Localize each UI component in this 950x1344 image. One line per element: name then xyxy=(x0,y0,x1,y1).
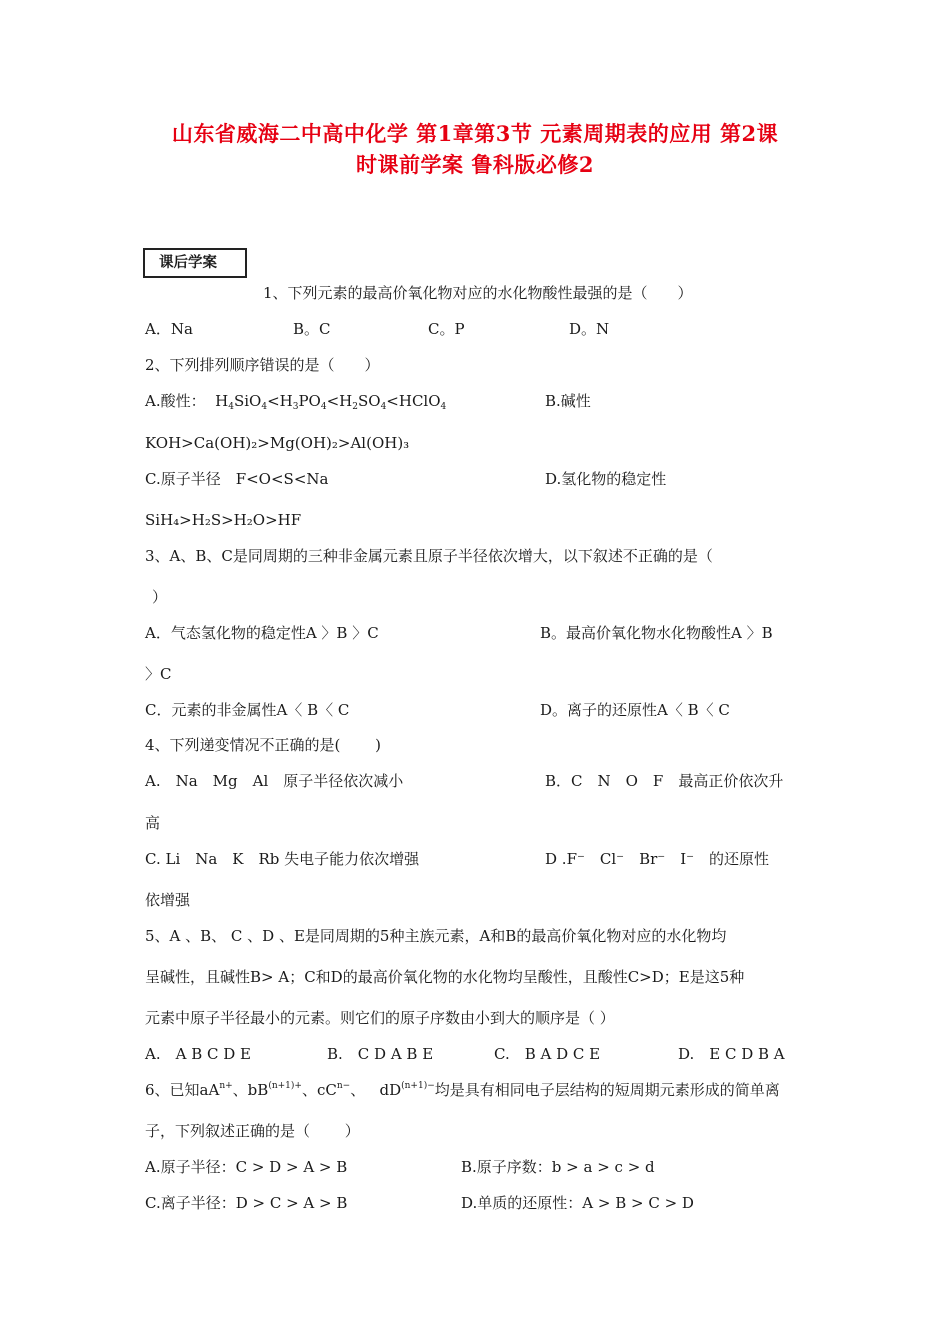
q6-stem-line-2: 子，下列叙述正确的是（ ） xyxy=(145,1122,360,1140)
q1-option-d: D。N xyxy=(569,320,610,338)
q5-stem-line-3: 元素中原子半径最小的元素。则它们的原子序数由小到大的顺序是（ ） xyxy=(145,1009,615,1027)
q1-option-a: A．Na xyxy=(145,320,193,338)
q2-option-b-cont: KOH>Ca(OH)₂>Mg(OH)₂>Al(OH)₃ xyxy=(145,434,410,452)
q5-option-a: A. A B C D E xyxy=(145,1045,251,1063)
q6-option-c: C.离子半径：D > C > A > B xyxy=(145,1194,348,1212)
q3-option-b: B。最高价氧化物水化物酸性A 〉B xyxy=(540,624,773,642)
q4-option-c: C. Li Na K Rb 失电子能力依次增强 xyxy=(145,850,420,868)
q3-option-c: C．元素的非金属性A〈 B〈 C xyxy=(145,701,350,719)
q4-option-b-cont: 高 xyxy=(145,814,161,832)
q5-option-d: D. E C D B A xyxy=(678,1045,785,1063)
q4-option-a: A. Na Mg Al 原子半径依次减小 xyxy=(145,772,404,790)
q2-stem: 2、下列排列顺序错误的是（ ） xyxy=(145,356,380,374)
q2-option-d-cont: SiH₄>H₂S>H₂O>HF xyxy=(145,511,302,529)
q6-stem-line-1: 6、已知$aA^{n+}$、$bB^{(n+1)+}$、$cC^{n-}$、 $dD^{(n+1)-}$均是具有相同电子层结构的短周期元素形成的简单离 xyxy=(145,1081,780,1099)
q4-stem: 4、下列递变情况不正确的是( ) xyxy=(145,736,382,754)
q3-stem-cont: ） xyxy=(152,588,168,606)
q2-option-a-prefix: A.酸性： xyxy=(145,392,206,410)
q3-option-a: A．气态氢化物的稳定性A 〉B 〉C xyxy=(145,624,379,642)
q1-option-c: C。P xyxy=(428,320,465,338)
q6-option-d: D.单质的还原性：A > B > C > D xyxy=(461,1194,694,1212)
q2-option-a: A.酸性： $H_4SiO_4<H_3PO_4<H_2SO_4<HClO_4$ xyxy=(145,392,447,412)
q4-option-b: B．C N O F 最高正价依次升 xyxy=(545,772,784,790)
q5-stem-line-2: 呈碱性，且碱性B> A；C和D的最高价氧化物的水化物均呈酸性，且酸性C>D；E是这5种 xyxy=(145,968,745,986)
q5-option-c: C. B A D C E xyxy=(494,1045,601,1063)
section-label: 课后学案 xyxy=(159,255,217,271)
document-title xyxy=(120,118,830,180)
q3-option-d: D。离子的还原性A〈 B〈 C xyxy=(540,701,730,719)
q5-option-b: B. C D A B E xyxy=(327,1045,434,1063)
q6-option-b: B.原子序数：b > a > c > d xyxy=(461,1158,655,1176)
q1-stem: 1、下列元素的最高价氧化物对应的水化物酸性最强的是（ ） xyxy=(263,284,693,302)
q2-option-d: D.氢化物的稳定性 xyxy=(545,470,667,488)
q2-option-c: C.原子半径 F<O<S<Na xyxy=(145,470,329,488)
q3-stem: 3、A、B、C是同周期的三种非金属元素且原子半径依次增大，以下叙述不正确的是（ xyxy=(145,547,713,565)
title-line-2: 时课前学案 鲁科版必修2 xyxy=(356,152,594,177)
q6-option-a: A.原子半径：C > D > A > B xyxy=(145,1158,348,1176)
q4-option-d-cont: 依增强 xyxy=(145,891,191,909)
q4-option-d: D .F⁻ Cl⁻ Br⁻ I⁻ 的还原性 xyxy=(545,850,770,868)
q1-option-b: B。C xyxy=(293,320,331,338)
q2-option-b: B.碱性 xyxy=(545,392,591,410)
q3-option-b-cont: 〉C xyxy=(145,665,172,683)
q5-stem-line-1: 5、A 、B、 C 、D 、E是同周期的5种主族元素，A和B的最高价氧化物对应的水化物均 xyxy=(145,927,727,945)
section-label-box xyxy=(143,248,247,278)
title-line-1: 山东省威海二中高中化学 第1章第3节 元素周期表的应用 第2课 xyxy=(171,121,779,146)
